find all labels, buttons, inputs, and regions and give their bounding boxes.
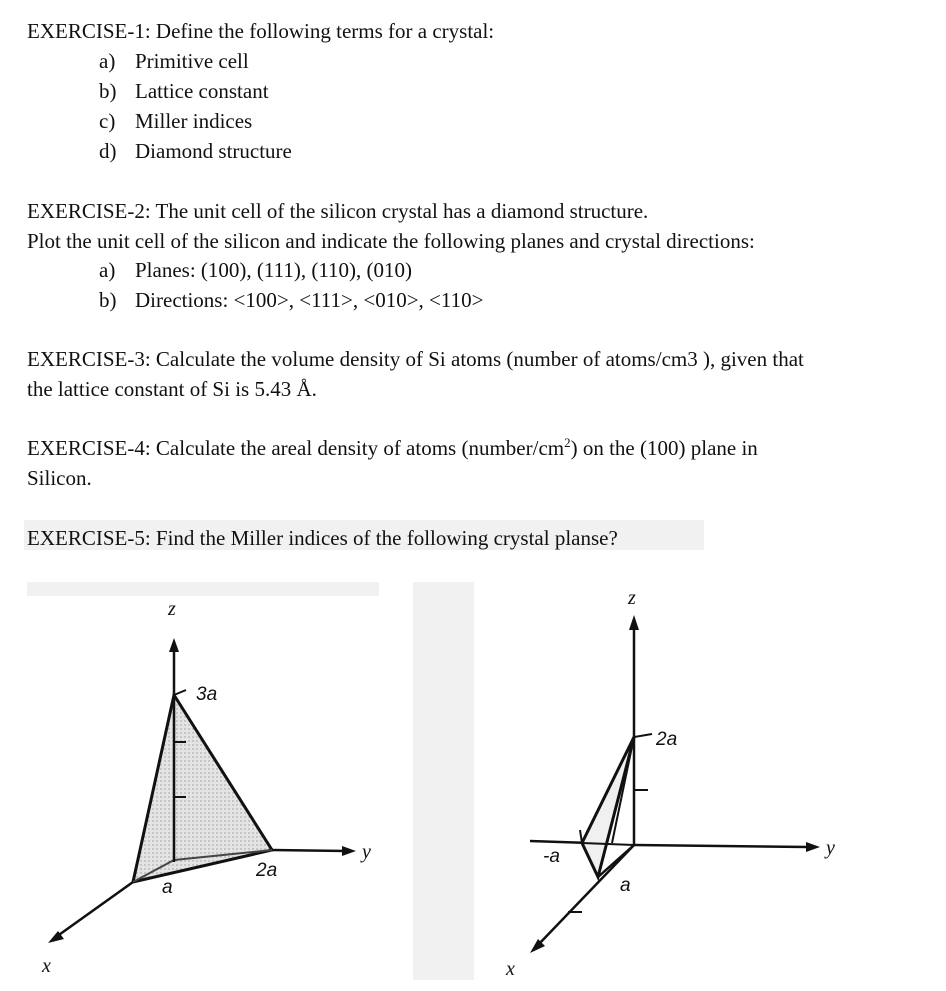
item-label: c) bbox=[99, 109, 116, 133]
item-label: b) bbox=[99, 79, 117, 103]
item-label: b) bbox=[99, 288, 117, 312]
item-label: a) bbox=[99, 49, 116, 73]
figure-2-z-label: z bbox=[628, 587, 636, 609]
exercise-3-line-1: EXERCISE-3: Calculate the volume density of Si atoms (number of atoms/cm3 ), given that bbox=[27, 347, 804, 371]
ex4-text-post: ) on the (100) plane in bbox=[570, 436, 758, 460]
figure-1-z-label: z bbox=[168, 598, 176, 620]
figure-1-x-label: x bbox=[42, 955, 51, 977]
y-axis bbox=[634, 845, 808, 847]
ex4-text-pre: EXERCISE-4: Calculate the areal density of atoms (number/cm bbox=[27, 436, 565, 460]
item-label: d) bbox=[99, 139, 117, 163]
exercise-1-title: EXERCISE-1: Define the following terms for a crystal: bbox=[27, 19, 495, 43]
figure-1-z-intercept: 3a bbox=[196, 684, 218, 705]
figure-2-y-intercept: -a bbox=[543, 846, 560, 867]
shaded-plane bbox=[582, 737, 634, 877]
figure-2-y-label: y bbox=[826, 837, 835, 859]
item-text: Lattice constant bbox=[135, 79, 269, 103]
ex4-superscript: 2 bbox=[564, 435, 571, 450]
item-text: Miller indices bbox=[135, 109, 253, 133]
figure-2-z-intercept: 2a bbox=[656, 729, 678, 750]
figure-1-y-intercept: 2a bbox=[256, 860, 278, 881]
exercise-3-line-2: the lattice constant of Si is 5.43 Å. bbox=[27, 377, 317, 401]
figure-2-x-intercept: a bbox=[620, 875, 631, 896]
figure-1-y-label: y bbox=[362, 841, 371, 863]
item-text: Diamond structure bbox=[135, 139, 292, 163]
item-text: Planes: (100), (111), (110), (010) bbox=[135, 258, 413, 282]
exercise-2-instructions: Plot the unit cell of the silicon and indicate the following planes and crystal directions: bbox=[27, 229, 755, 253]
z-tick bbox=[634, 734, 652, 737]
figure-2-x-label: x bbox=[506, 958, 515, 980]
item-text: Primitive cell bbox=[135, 49, 249, 73]
exercise-5-title: EXERCISE-5: Find the Miller indices of the following crystal planse? bbox=[27, 526, 618, 550]
figure-1-x-intercept: a bbox=[162, 877, 173, 898]
item-text: Directions: <100>, <111>, <010>, <110> bbox=[135, 288, 484, 312]
exercise-4-line-2: Silicon. bbox=[27, 466, 92, 490]
z-arrow-icon bbox=[629, 615, 639, 630]
exercise-2-title: EXERCISE-2: The unit cell of the silicon crystal has a diamond structure. bbox=[27, 199, 649, 223]
plane-edge bbox=[580, 830, 582, 843]
item-label: a) bbox=[99, 258, 116, 282]
y-arrow-icon bbox=[806, 842, 820, 852]
